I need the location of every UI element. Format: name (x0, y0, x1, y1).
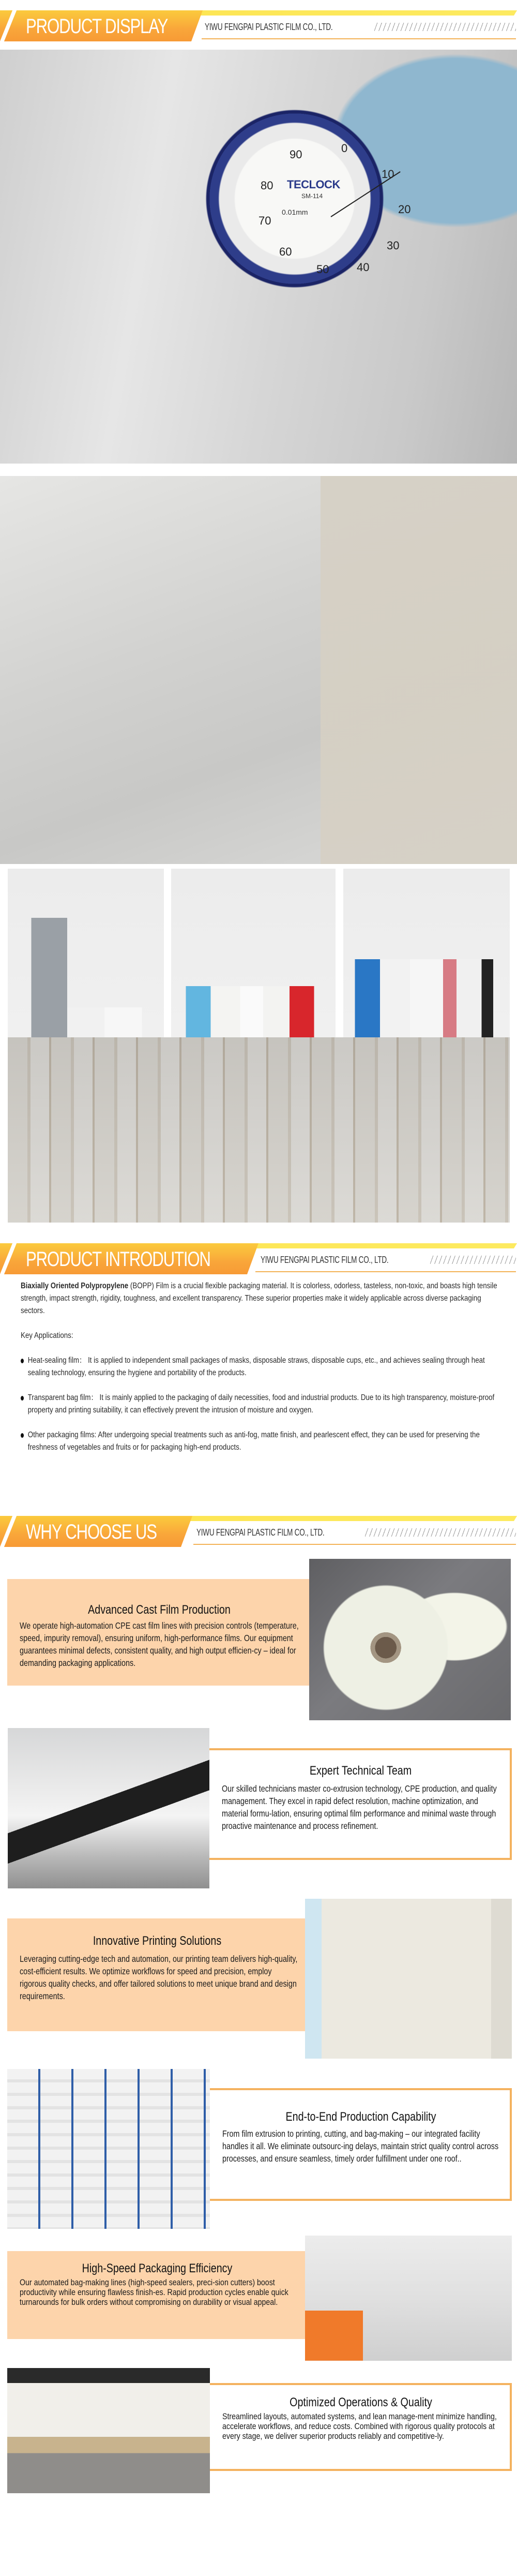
gauge-number-50: 50 (316, 263, 329, 276)
feature-body: From film extrusion to printing, cutting, and bag-making – our integrated facility handles it all. We eliminate outsourc-ing delays, maintain strict quality control across processes, and ensure seamless, timely order fulfillment under one roof.. (222, 2128, 499, 2164)
banner-underline (202, 38, 516, 39)
section-header-product-display (0, 10, 517, 41)
feature-body: Leveraging cutting-edge tech and automation, our printing team delivers high-quality, cost-efficient results. We optimize workflows for speed and precision, employ rigorous quality checks, and offer tailored solutions to meet unique brand and design requirements. (20, 1954, 298, 2001)
hatch-decoration (430, 1256, 516, 1264)
application-item: Other packaging films: After undergoing special treatments such as anti-fog, matte finish, and pearlescent effect, they can be used for preserving the freshness of vegetables and fruits or for packaging high-end products. (21, 1429, 505, 1454)
cast-film-photo (309, 1559, 511, 1720)
banner-underline (193, 1544, 516, 1545)
feature-body: We operate high-automation CPE cast film lines with precision controls (temperature, speed, impurity removal), ensuring uniform, high-performance films. Our equipment guarantees minimal defects, consistent quality, and high output efficien-cy – ideal for demanding packaging applications. (20, 1620, 299, 1668)
gauge-number-90: 90 (290, 148, 302, 161)
intro-paragraph (21, 1280, 505, 1317)
feature-card-packaging-efficiency (7, 2251, 305, 2339)
printing-machine-photo (305, 1899, 512, 2059)
feature-title: Optimized Operations & Quality (290, 2395, 432, 2409)
product-introduction-text (21, 1280, 505, 1454)
section-header-product-introduction (0, 1243, 517, 1274)
production-line-photo (305, 2236, 512, 2361)
storage-racks-photo (7, 2069, 210, 2229)
section-title: WHY CHOOSE US (26, 1521, 157, 1543)
gauge-resolution: 0.01mm (282, 208, 308, 216)
feature-title: Advanced Cast Film Production (88, 1603, 231, 1617)
film-closeup-photo (0, 476, 517, 864)
technical-team-photo (8, 1728, 209, 1888)
feature-title: Innovative Printing Solutions (93, 1934, 222, 1948)
feature-body: Our skilled technicians master co-extrusion technology, CPE production, and quality management. They excel in rapid defect resolution, machine optimization, and material formu-lation, ensuring optimal film performance and minimal waste through proactive maintenance and process refinement. (222, 1783, 497, 1831)
company-name: YIWU FENGPAI PLASTIC FILM CO., LTD. (261, 1255, 389, 1265)
banner-underline (255, 1271, 516, 1272)
hatch-decoration (365, 1528, 516, 1537)
feature-card-cast-film (7, 1579, 309, 1686)
gauge-number-0: 0 (341, 142, 348, 155)
feature-title: Expert Technical Team (309, 1764, 412, 1778)
thickness-gauge-photo (0, 50, 517, 464)
office-photo (7, 2368, 210, 2493)
feature-body: Our automated bag-making lines (high-speed sealers, preci-sion cutters) boost productivity while ensuring flawless finish-es. Rapid production cycles enable quick turnarounds for bulk orders without compromising on durability or visual appeal. (20, 2278, 288, 2307)
feature-body: Streamlined layouts, automated systems, and lean manage-ment minimize handling, accelerate workflows, and reduce costs. Combined with rigorous quality protocols at every stage, we deliver superior products reliably and competitive-ly. (222, 2412, 497, 2441)
gauge-number-80: 80 (261, 179, 273, 192)
gauge-model: SM-114 (301, 192, 323, 200)
feature-title: High-Speed Packaging Efficiency (82, 2261, 233, 2275)
application-item: Heat-sealing film： It is applied to independent small packages of masks, disposable straws, disposable cups, etc., and achieves sealing through heat sealing technology, ensuring the hygiene and portability of the products. (21, 1354, 505, 1379)
intro-lead-rest: (BOPP) Film is a crucial flexible packaging material. It is colorless, odorless, tasteless, non-toxic, and boasts high tensile strength, impact strength, rigidity, toughness, and excellent transparency. These superior properties make it widely applicable across diverse packaging sectors. (21, 1282, 497, 1315)
intro-lead-bold: Biaxially Oriented Polypropylene (21, 1282, 129, 1290)
hatch-decoration (374, 23, 516, 31)
gauge-number-60: 60 (279, 245, 292, 258)
section-title: PRODUCT INTRODUTION (26, 1248, 210, 1271)
gauge-number-30: 30 (387, 239, 400, 252)
feature-card-operations-quality (210, 2383, 512, 2471)
warehouse-photo (8, 1037, 510, 1223)
application-item: Transparent bag film： It is mainly applied to the packaging of daily necessities, food and industrial products. Due to its high transparency, moisture-proof property and printing suitability, it can effectively prevent the intrusion of moisture and oxygen. (21, 1392, 505, 1417)
company-name: YIWU FENGPAI PLASTIC FILM CO., LTD. (205, 22, 333, 32)
feature-card-technical-team (209, 1748, 512, 1860)
section-title: PRODUCT DISPLAY (26, 15, 168, 38)
gauge-number-40: 40 (357, 261, 370, 274)
gauge-brand: TECLOCK (287, 178, 340, 191)
gauge-number-70: 70 (258, 214, 271, 227)
gauge-number-10: 10 (382, 168, 394, 181)
feature-title: End-to-End Production Capability (285, 2110, 436, 2124)
company-name: YIWU FENGPAI PLASTIC FILM CO., LTD. (196, 1527, 325, 1538)
section-header-why-choose-us (0, 1516, 517, 1547)
gauge-number-20: 20 (398, 203, 411, 216)
feature-card-end-to-end (210, 2088, 512, 2201)
feature-card-printing (7, 1918, 305, 2031)
key-applications-label: Key Applications: (21, 1331, 73, 1340)
